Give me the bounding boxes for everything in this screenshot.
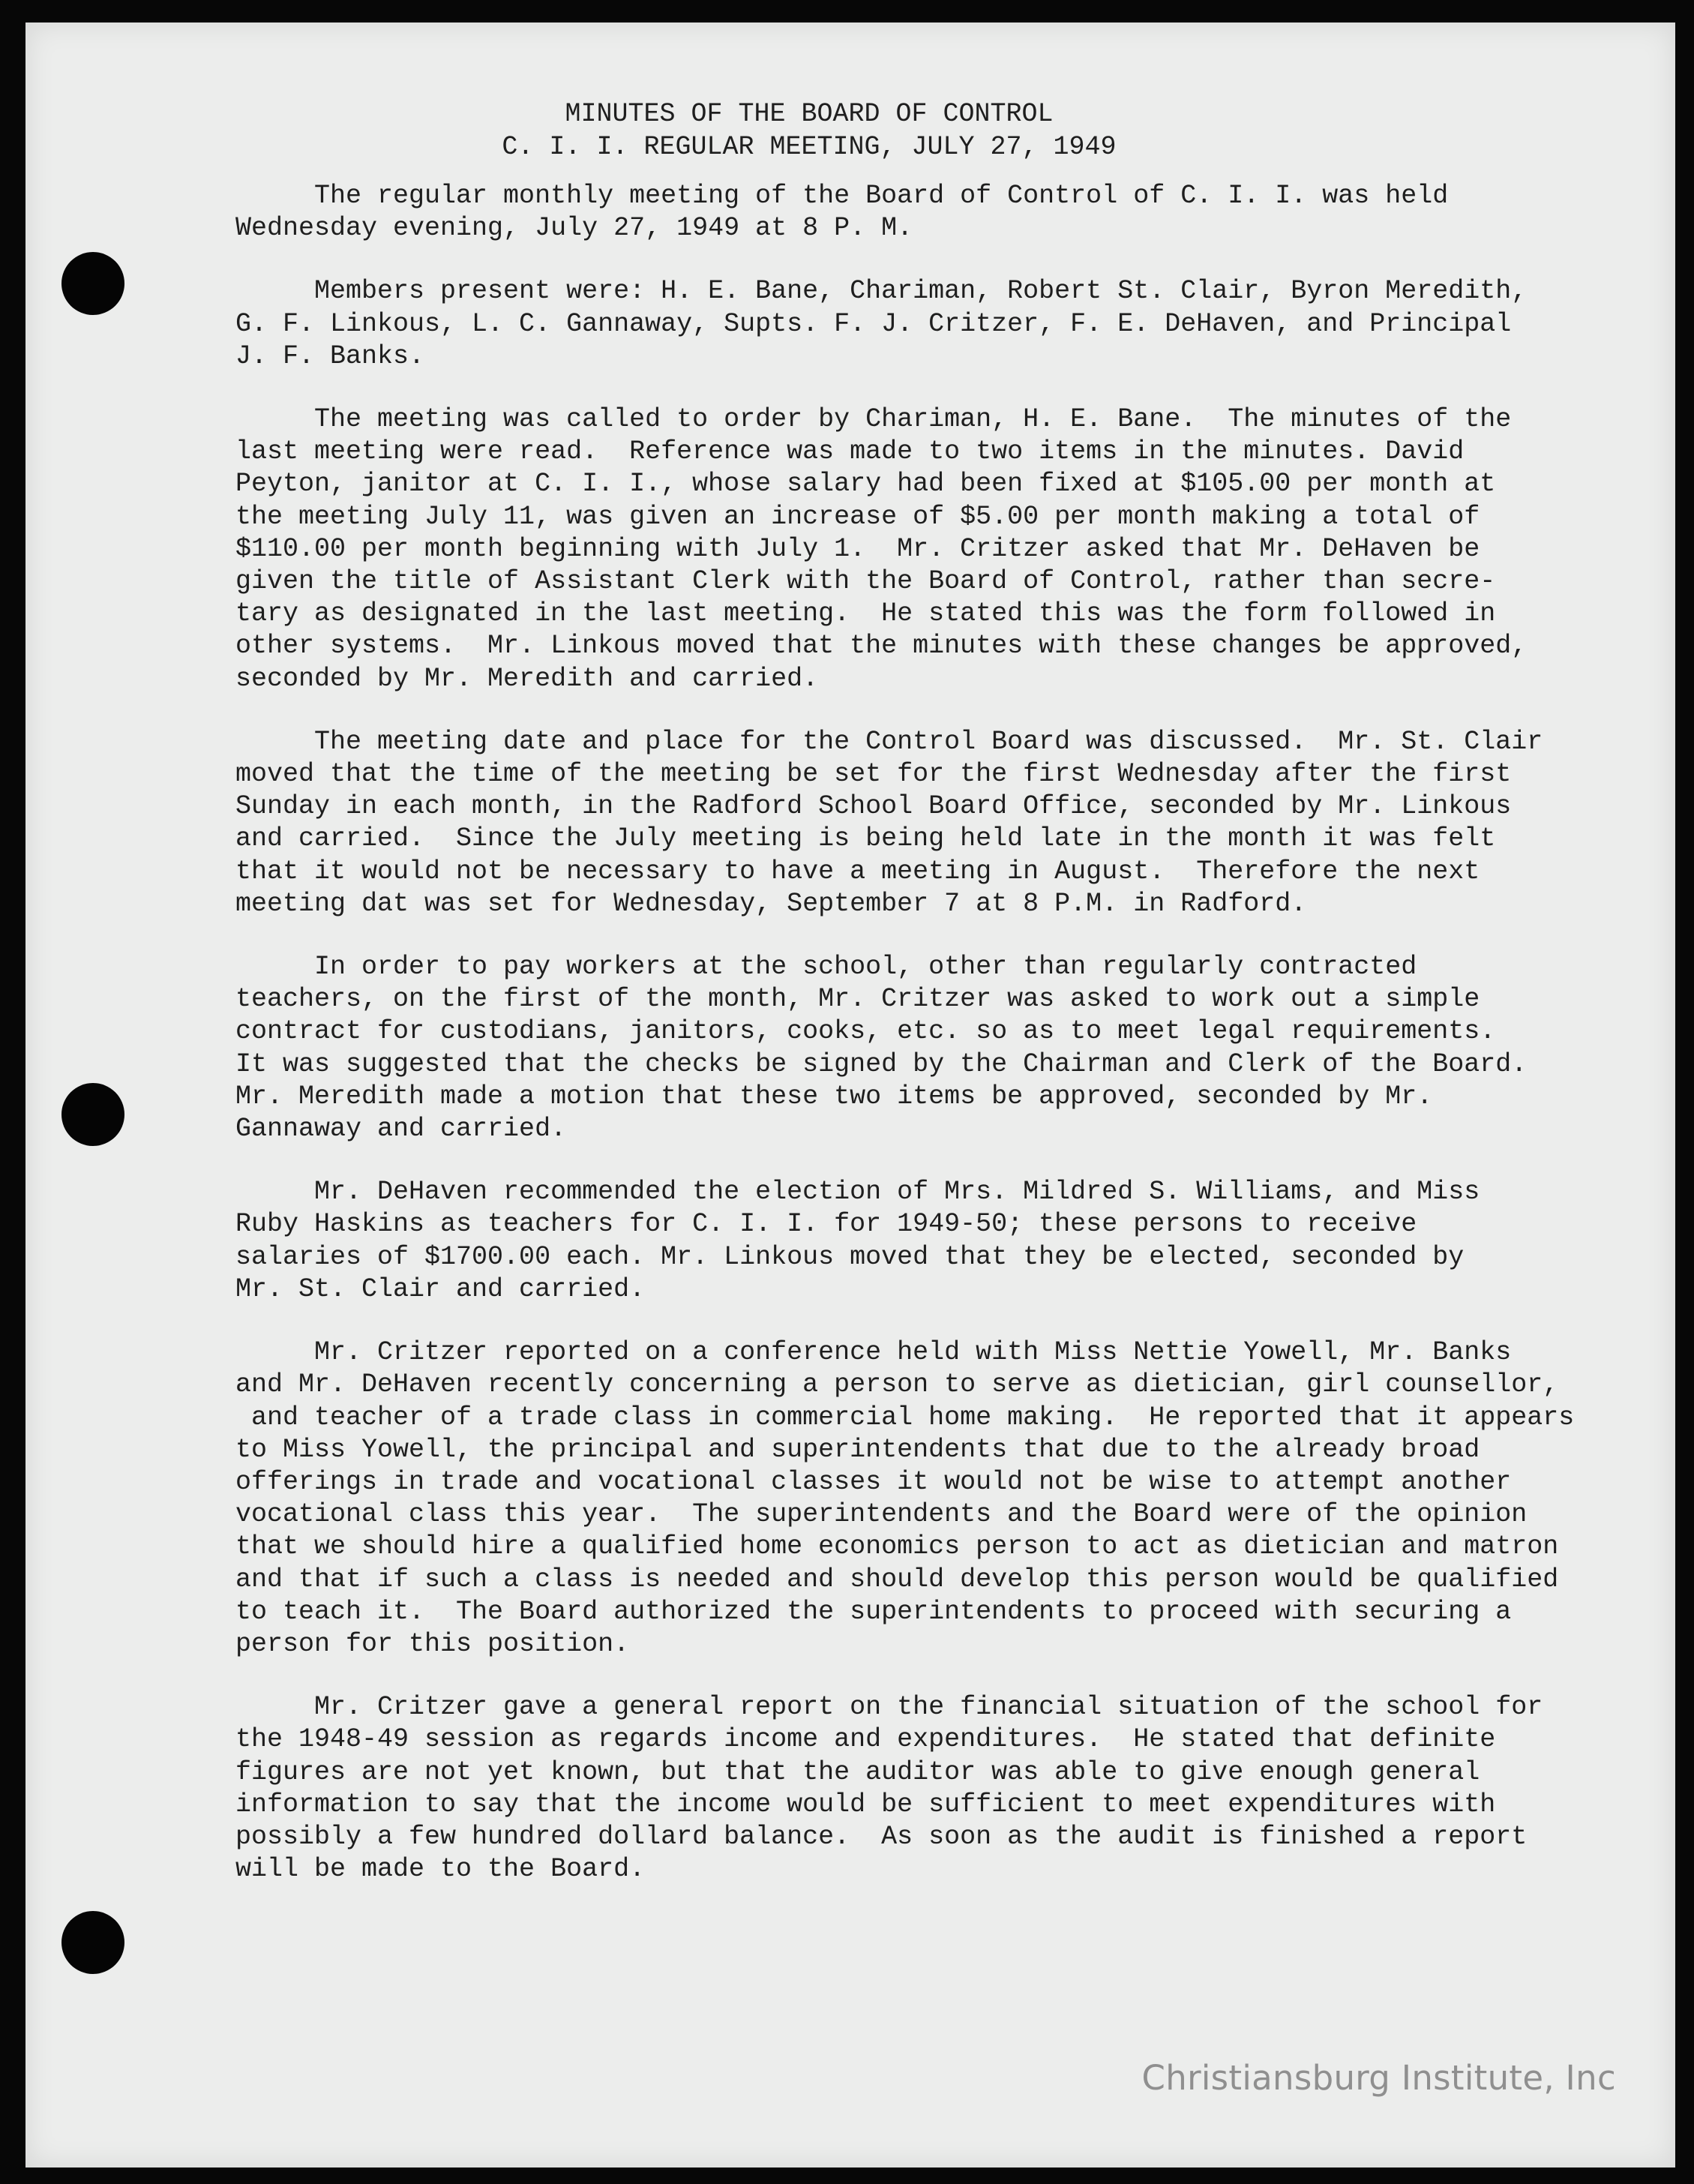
text-line: The meeting was called to order by Chariman, H. E. Bane. The minutes of the [235, 404, 1512, 435]
paragraph-3 [235, 404, 1623, 695]
text-line: Mr. Critzer reported on a conference held with Miss Nettie Yowell, Mr. Banks [235, 1337, 1512, 1368]
text-line: and that if such a class is needed and should develop this person would be qualified [235, 1564, 1559, 1594]
text-line: seconded by Mr. Meredith and carried. [235, 663, 819, 694]
punch-hole-top [61, 252, 124, 315]
text-line: Mr. St. Clair and carried. [235, 1274, 646, 1304]
text-line: J. F. Banks. [235, 340, 425, 371]
text-line: contract for custodians, janitors, cooks, etc. so as to meet legal requirements. [235, 1016, 1496, 1047]
text-line: Mr. DeHaven recommended the election of Mrs. Mildred S. Williams, and Miss [235, 1177, 1480, 1208]
text-line: Ruby Haskins as teachers for C. I. I. for 1949-50; these persons to receive [235, 1209, 1417, 1240]
text-line: the 1948-49 session as regards income and expenditures. He stated that definite [235, 1724, 1496, 1755]
text-line: In order to pay workers at the school, other than regularly contracted [235, 952, 1417, 982]
text-line: $110.00 per month beginning with July 1. Mr. Critzer asked that Mr. DeHaven be [235, 533, 1480, 564]
watermark: Christiansburg Institute, Inc [1141, 2058, 1616, 2098]
text-line: that we should hire a qualified home economics person to act as dietician and matron [235, 1532, 1559, 1562]
text-line: other systems. Mr. Linkous moved that the minutes with these changes be approved, [235, 631, 1528, 662]
document-body [235, 98, 1623, 1916]
text-line: information to say that the income would be sufficient to meet expenditures with [235, 1789, 1496, 1820]
punch-hole-bottom [61, 1911, 124, 1974]
text-line: Wednesday evening, July 27, 1949 at 8 P. M. [235, 213, 913, 244]
text-line: Mr. Meredith made a motion that these two items be approved, seconded by Mr. [235, 1081, 1433, 1112]
paragraph-6 [235, 1176, 1623, 1306]
text-line: moved that the time of the meeting be set for the first Wednesday after the first [235, 759, 1512, 790]
heading-subtitle: C. I. I. REGULAR MEETING, JULY 27, 1949 [502, 132, 1117, 162]
text-line: salaries of $1700.00 each. Mr. Linkous moved that they be elected, seconded by [235, 1241, 1465, 1272]
text-line: Mr. Critzer gave a general report on the financial situation of the school for [235, 1692, 1543, 1723]
text-line: tary as designated in the last meeting. He stated this was the form followed in [235, 598, 1496, 629]
document-heading [235, 98, 1383, 164]
text-line: to teach it. The Board authorized the superintendents to proceed with securing a [235, 1596, 1512, 1627]
text-line: Gannaway and carried. [235, 1114, 567, 1144]
text-line: vocational class this year. The superintendents and the Board were of the opinion [235, 1499, 1528, 1530]
paragraph-8 [235, 1691, 1623, 1886]
text-line: and Mr. DeHaven recently concerning a person to serve as dietician, girl counsellor, [235, 1370, 1559, 1400]
text-line: figures are not yet known, but that the auditor was able to give enough general [235, 1756, 1480, 1787]
paragraph-7 [235, 1336, 1623, 1660]
text-line: given the title of Assistant Clerk with the Board of Control, rather than secre- [235, 566, 1496, 597]
text-line: G. F. Linkous, L. C. Gannaway, Supts. F. J. Critzer, F. E. DeHaven, and Principal [235, 308, 1512, 339]
minutes-paragraphs [235, 180, 1623, 1886]
text-line: the meeting July 11, was given an increase of $5.00 per month making a total of [235, 501, 1480, 532]
paragraph-1 [235, 180, 1623, 244]
text-line: that it would not be necessary to have a meeting in August. Therefore the next [235, 856, 1480, 886]
paragraph-5 [235, 951, 1623, 1145]
text-line: and teacher of a trade class in commercial home making. He reported that it appears [235, 1402, 1575, 1432]
text-line: The meeting date and place for the Control Board was discussed. Mr. St. Clair [235, 726, 1543, 757]
text-line: offerings in trade and vocational classes it would not be wise to attempt another [235, 1466, 1512, 1497]
text-line: possibly a few hundred dollard balance. As soon as the audit is finished a report [235, 1821, 1528, 1852]
text-line: It was suggested that the checks be signed by the Chairman and Clerk of the Board. [235, 1048, 1528, 1079]
text-line: person for this position. [235, 1628, 630, 1659]
punch-hole-middle [61, 1083, 124, 1146]
paragraph-2 [235, 275, 1623, 373]
text-line: Peyton, janitor at C. I. I., whose salary had been fixed at $105.00 per month at [235, 469, 1496, 500]
text-line: last meeting were read. Reference was made to two items in the minutes. David [235, 436, 1465, 467]
text-line: to Miss Yowell, the principal and superintendents that due to the already broad [235, 1434, 1480, 1465]
text-line: meeting dat was set for Wednesday, September 7 at 8 P.M. in Radford. [235, 888, 1307, 919]
text-line: Sunday in each month, in the Radford School Board Office, seconded by Mr. Linkous [235, 791, 1512, 822]
text-line: teachers, on the first of the month, Mr. Critzer was asked to work out a simple [235, 984, 1480, 1015]
text-line: and carried. Since the July meeting is being held late in the month it was felt [235, 824, 1496, 854]
text-line: The regular monthly meeting of the Board of Control of C. I. I. was held [235, 181, 1449, 211]
paragraph-4 [235, 726, 1623, 920]
text-line: Members present were: H. E. Bane, Chariman, Robert St. Clair, Byron Meredith, [235, 276, 1528, 307]
heading-title: MINUTES OF THE BOARD OF CONTROL [565, 99, 1054, 129]
text-line: will be made to the Board. [235, 1854, 646, 1885]
